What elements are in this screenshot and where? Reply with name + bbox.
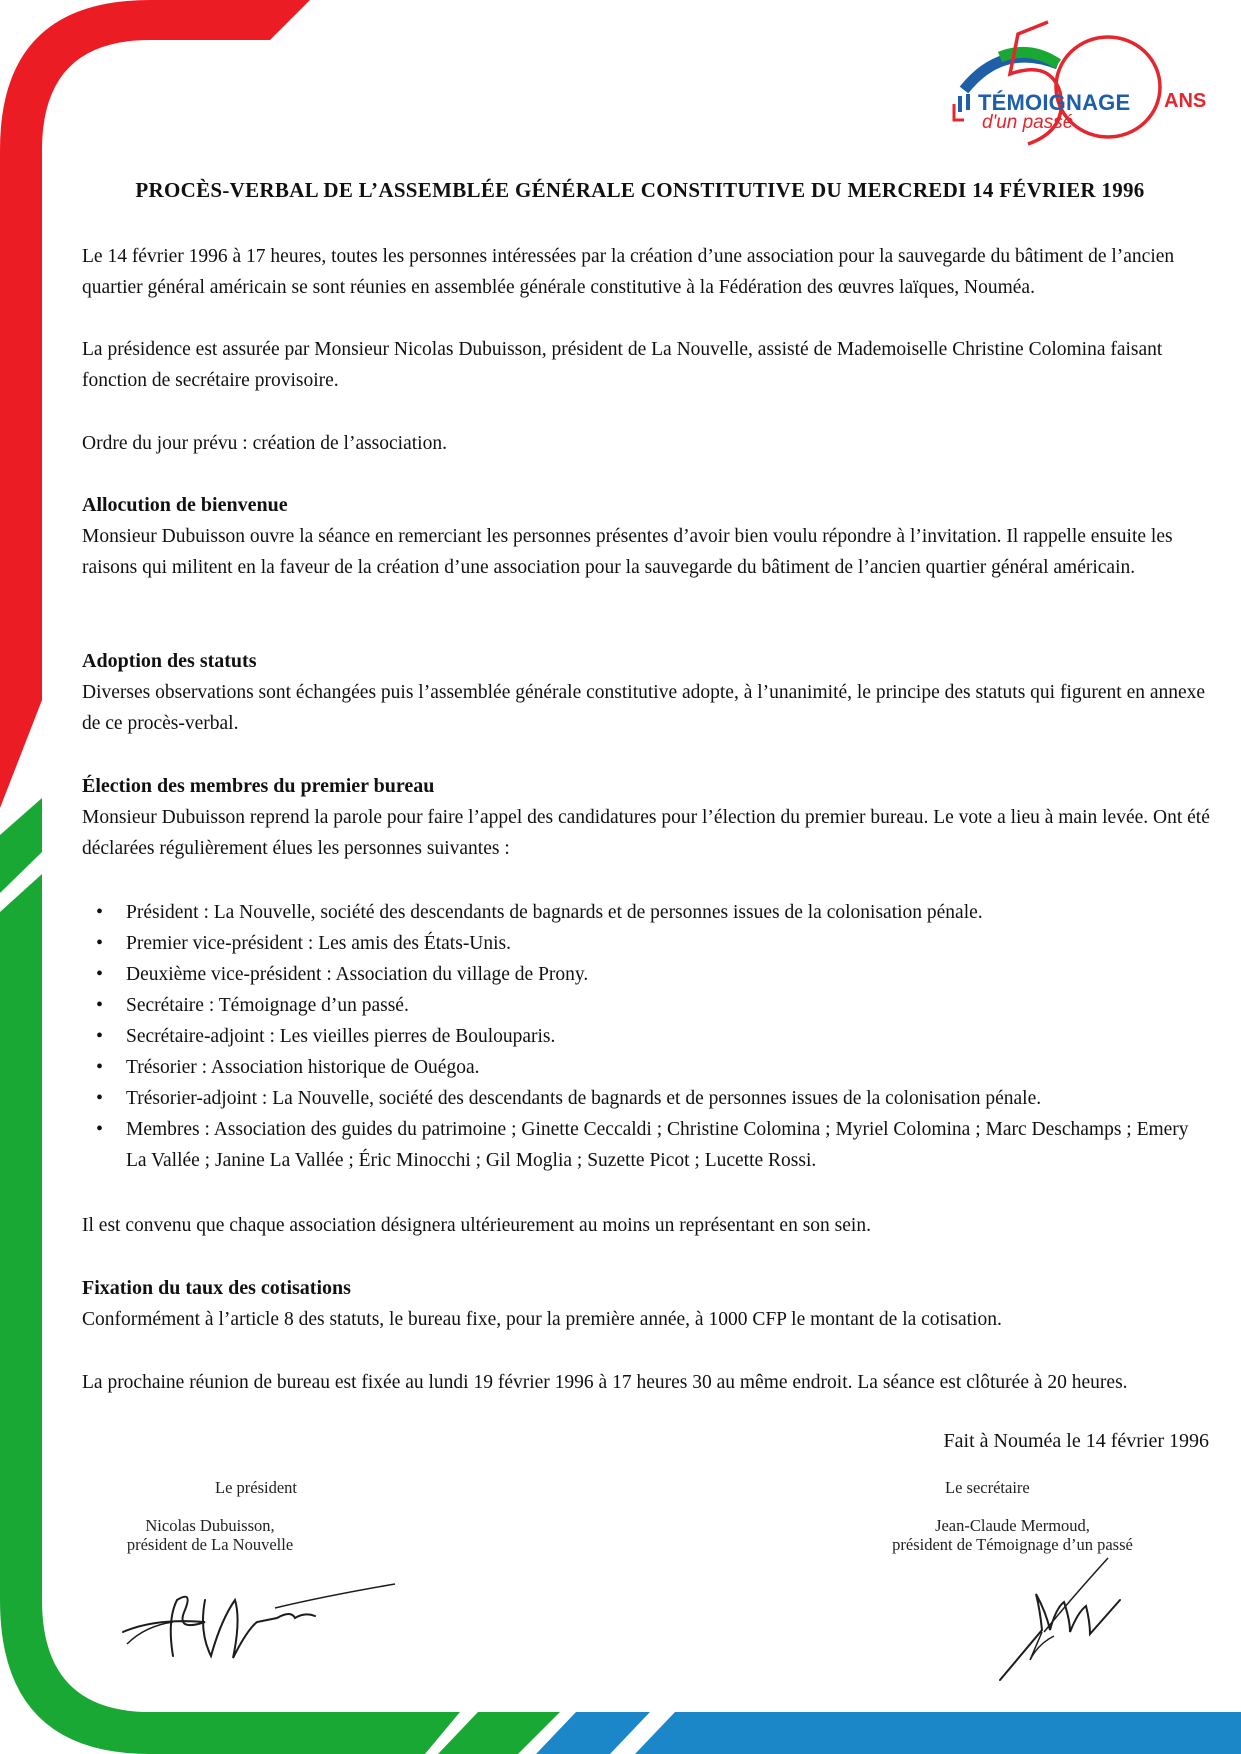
signing-place-date: Fait à Nouméa le 14 février 1996 xyxy=(943,1430,1209,1452)
representative-note: Il est convenu que chaque association désignera ultérieurement au moins un représentant en son sein. xyxy=(82,1215,871,1236)
secretary-name: Jean-Claude Mermoud, xyxy=(935,1516,1090,1535)
election-paragraph: Monsieur Dubuisson reprend la parole pour faire l’appel des candidatures pour l’élection du premier bureau. Le vote a lieu à main levée. Ont été déclarées régulièrement élues les personnes suivantes : xyxy=(82,807,1210,859)
list-item: • Trésorier-adjoint : La Nouvelle, société des descendants de bagnards et de personnes issues de la colonisation pénale. xyxy=(82,1083,1212,1114)
agenda-line: Ordre du jour prévu : création de l’association. xyxy=(82,433,447,454)
list-item: • Premier vice-président : Les amis des États-Unis. xyxy=(82,928,1212,959)
logo-ans-text: ANS xyxy=(1164,90,1207,112)
list-item: • Président : La Nouvelle, société des descendants de bagnards et de personnes issues de la colonisation pénale. xyxy=(82,897,1212,928)
president-name-block xyxy=(110,1516,310,1554)
president-signature xyxy=(115,1560,405,1670)
secretary-signature xyxy=(990,1540,1140,1690)
secretary-role: président de Témoignage d’un passé xyxy=(892,1535,1133,1554)
intro-paragraph-2: La présidence est assurée par Monsieur Nicolas Dubuisson, président de La Nouvelle, assisté de Mademoiselle Christine Colomina faisant fonction de secrétaire provisoire. xyxy=(82,339,1163,391)
logo-brand-text: TÉMOIGNAGE xyxy=(978,90,1131,115)
logo-tagline-text: d'un passé xyxy=(982,112,1074,133)
list-item: • Deuxième vice-président : Association du village de Prony. xyxy=(82,959,1212,990)
list-item: • Trésorier : Association historique de Ouégoa. xyxy=(82,1052,1212,1083)
heading-welcome: Allocution de bienvenue xyxy=(82,494,288,516)
fees-paragraph: Conformément à l’article 8 des statuts, le bureau fixe, pour la première année, à 1000 CFP le montant de la cotisation. xyxy=(82,1309,1002,1330)
secretary-title: Le secrétaire xyxy=(945,1478,1030,1497)
president-name: Nicolas Dubuisson, xyxy=(145,1516,275,1535)
frame-green-band-2 xyxy=(438,1712,560,1754)
closing-paragraph: La prochaine réunion de bureau est fixée au lundi 19 février 1996 à 17 heures 30 au même endroit. La séance est clôturée à 20 heures. xyxy=(82,1372,1128,1393)
document-title: PROCÈS-VERBAL DE L’ASSEMBLÉE GÉNÉRALE CONSTITUTIVE DU MERCREDI 14 FÉVRIER 1996 xyxy=(135,178,1145,202)
list-item: • Secrétaire : Témoignage d’un passé. xyxy=(82,990,1212,1021)
bureau-members-list xyxy=(82,897,1212,1176)
temoignage-50-ans-logo xyxy=(940,12,1235,182)
president-title: Le président xyxy=(215,1478,298,1497)
frame-blue-band-2 xyxy=(635,1712,1241,1754)
heading-fees: Fixation du taux des cotisations xyxy=(82,1277,351,1299)
list-item: • Membres : Association des guides du patrimoine ; Ginette Ceccaldi ; Christine Colomina ; Myriel Colomina ; Marc Deschamps ; Emery La Vallée ; Janine La Vallée ; Éric Minocchi ; Gil Moglia ; Suzette Picot ; Lucette Rossi. xyxy=(82,1114,1212,1176)
intro-paragraph-1: Le 14 février 1996 à 17 heures, toutes les personnes intéressées par la création d’une association pour la sauvegarde du bâtiment de l’ancien quartier général américain se sont réunies en assemblée générale constitutive à la Fédération des œuvres laïques, Nouméa. xyxy=(82,246,1175,298)
list-item: • Secrétaire-adjoint : Les vieilles pierres de Boulouparis. xyxy=(82,1021,1212,1052)
statutes-paragraph: Diverses observations sont échangées puis l’assemblée générale constitutive adopte, à l’unanimité, le principe des statuts qui figurent en annexe de ce procès-verbal. xyxy=(82,682,1206,734)
president-role: président de La Nouvelle xyxy=(126,1535,294,1554)
heading-election: Élection des membres du premier bureau xyxy=(82,775,435,797)
frame-green-band-1 xyxy=(0,798,42,893)
heading-statutes: Adoption des statuts xyxy=(82,650,257,672)
welcome-paragraph: Monsieur Dubuisson ouvre la séance en remerciant les personnes présentes d’avoir bien voulu répondre à l’invitation. Il rappelle ensuite les raisons qui militent en la faveur de la création d’une association pour la sauvegarde du bâtiment de l’ancien quartier général américain. xyxy=(82,526,1173,578)
